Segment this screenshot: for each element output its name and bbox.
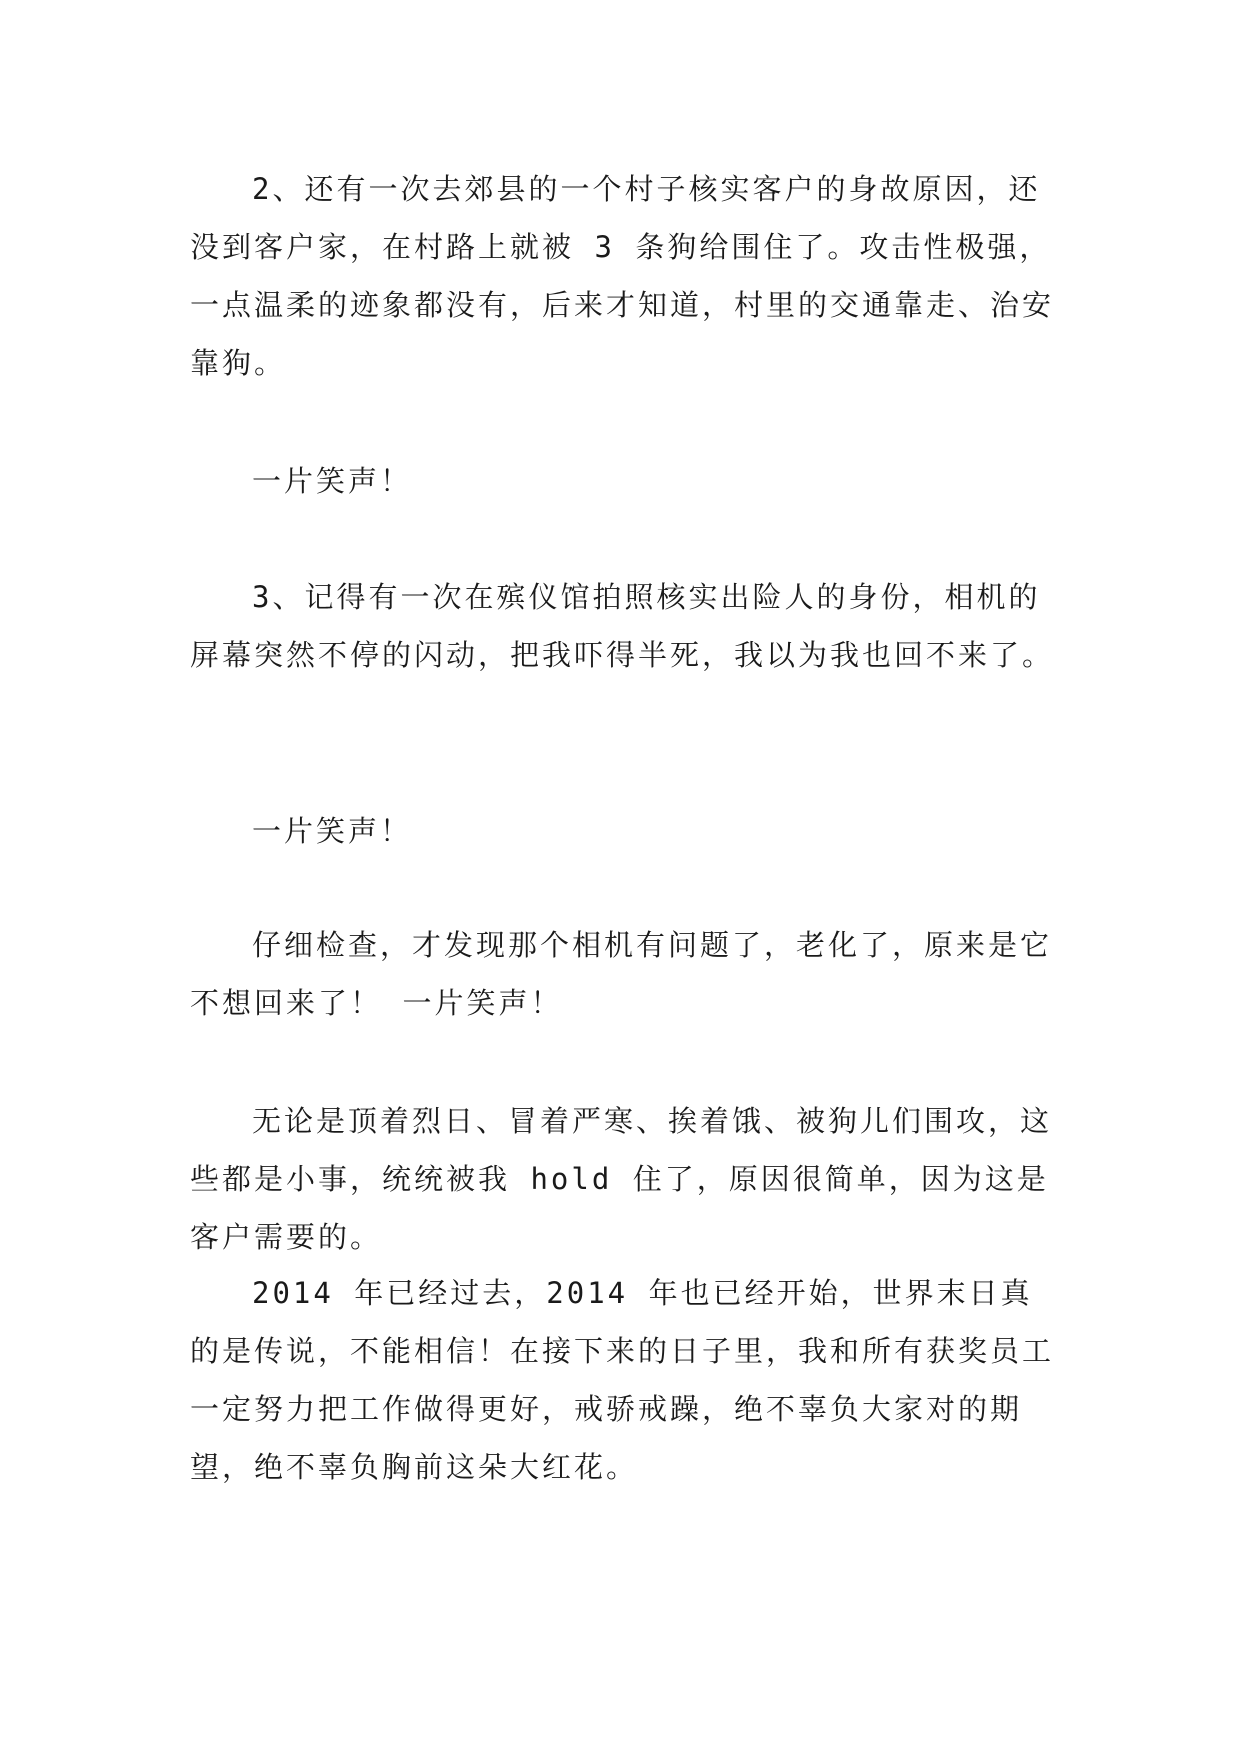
paragraph-hardships: 无论是顶着烈日、冒着严寒、挨着饿、被狗儿们围攻，这些都是小事，统统被我 hold 住了，原因很简单，因为这是客户需要的。 [190, 1104, 1053, 1254]
paragraph-funeral-camera: 3、记得有一次在殡仪馆拍照核实出险人的身份，相机的屏幕突然不停的闪动，把我吓得半死，我以为我也回不来了。 [190, 580, 1055, 672]
paragraph-village-dogs: 2、还有一次去郊县的一个村子核实客户的身故原因，还没到客户家，在村路上就被 3 条狗给围住了。攻击性极强，一点温柔的迹象都没有，后来才知道，村里的交通靠走、治安靠狗。 [190, 172, 1055, 380]
paragraph-new-year: 2014 年已经过去，2014 年也已经开始，世界末日真的是传说，不能相信！在接下来的日子里，我和所有获奖员工一定努力把工作做得更好，戒骄戒躁，绝不辜负大家对的期望，绝不辜负胸前这朵大红花。 [190, 1276, 1055, 1484]
paragraph-laughter-2: 一片笑声！ [252, 814, 413, 848]
paragraph-camera-aging: 仔细检查，才发现那个相机有问题了，老化了，原来是它不想回来了！ 一片笑声！ [190, 928, 1053, 1020]
paragraph-laughter-1: 一片笑声！ [252, 464, 413, 498]
